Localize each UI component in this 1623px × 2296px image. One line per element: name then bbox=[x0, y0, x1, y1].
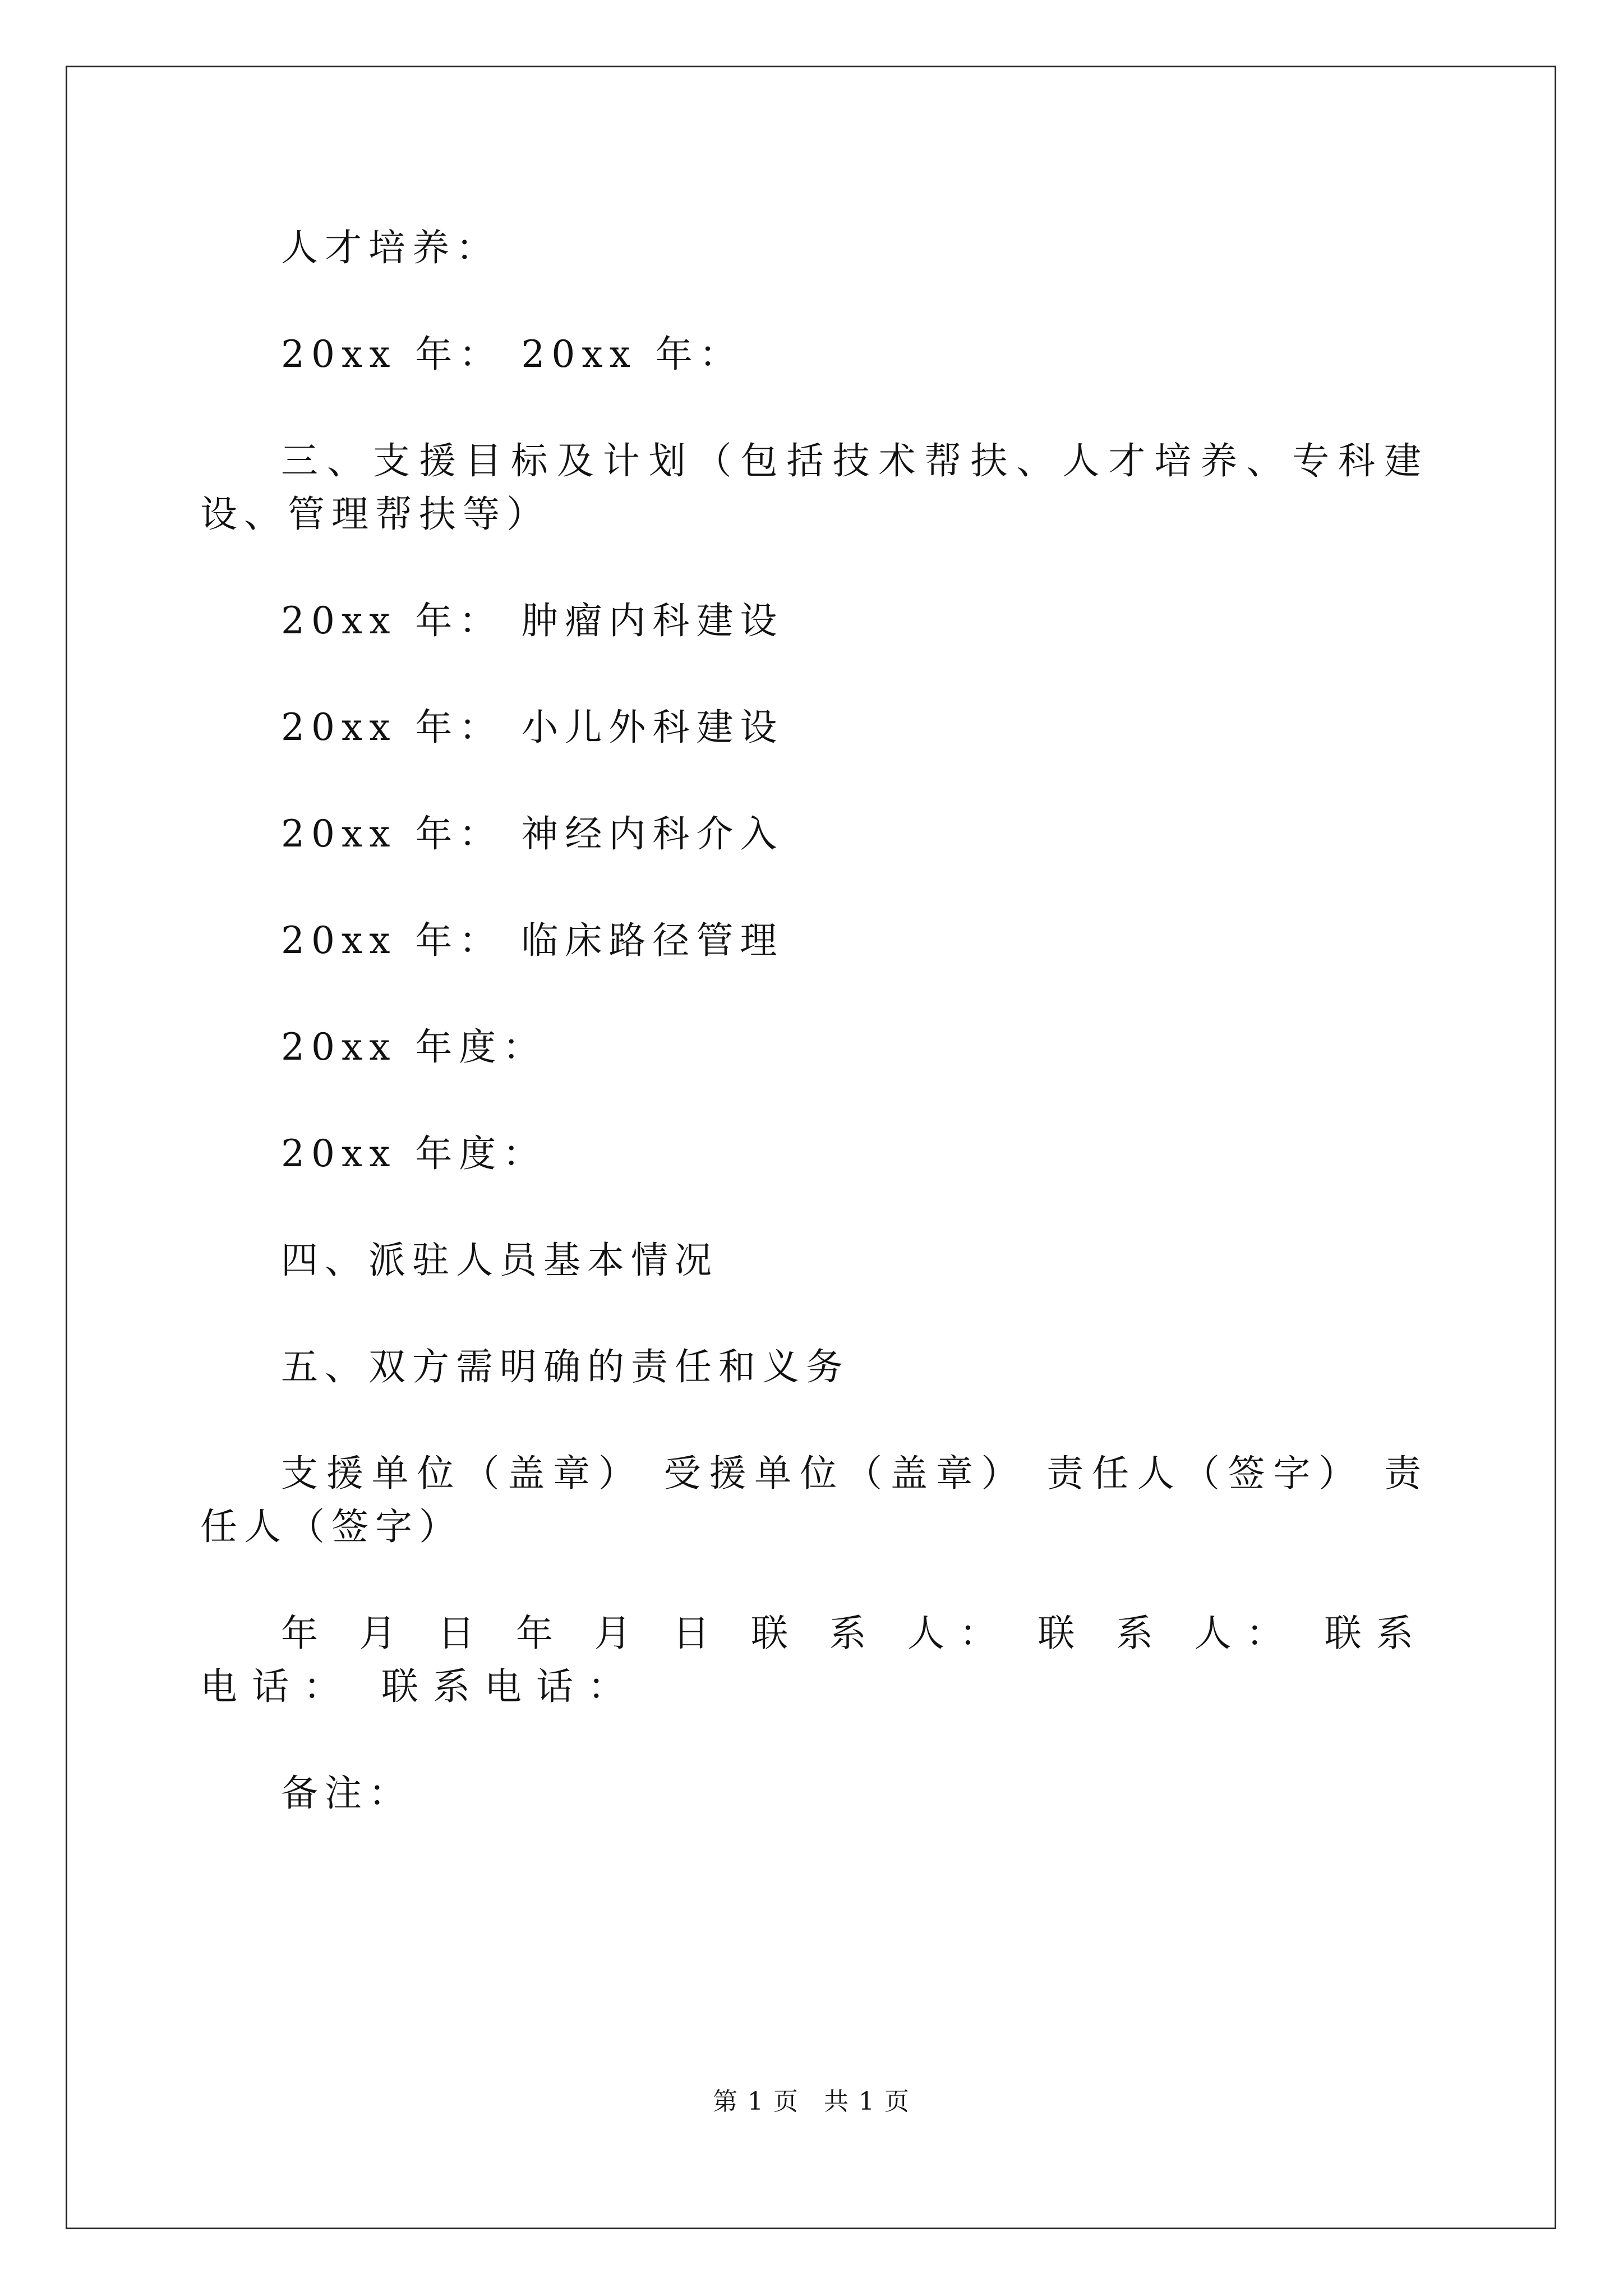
paragraph-years: 20xx 年： 20xx 年： bbox=[281, 333, 743, 376]
page-number-total: 共 1 页 bbox=[824, 2087, 910, 2116]
paragraph-annual-2: 20xx 年度： bbox=[281, 1132, 547, 1175]
paragraph-contacts: 年 月 日 年 月 日 联 系 人： 联 系 人： 联系电话： 联系电话： bbox=[200, 1612, 1428, 1708]
page-number-current: 第 1 页 bbox=[713, 2087, 799, 2116]
paragraph-pediatric-surgery: 20xx 年： 小儿外科建设 bbox=[281, 706, 784, 749]
paragraph-section-five: 五、双方需明确的责任和义务 bbox=[281, 1345, 850, 1388]
paragraph-signatures: 支援单位（盖章） 受援单位（盖章） 责任人（签字） 责任人（签字） bbox=[200, 1452, 1428, 1548]
paragraph-oncology: 20xx 年： 肿瘤内科建设 bbox=[281, 599, 784, 642]
paragraph-annual-1: 20xx 年度： bbox=[281, 1025, 547, 1069]
paragraph-neurology: 20xx 年： 神经内科介入 bbox=[281, 812, 784, 855]
page-footer bbox=[0, 2081, 1623, 2117]
paragraph-section-three: 三、支援目标及计划（包括技术帮扶、人才培养、专科建设、管理帮扶等） bbox=[200, 439, 1428, 536]
paragraph-section-four: 四、派驻人员基本情况 bbox=[281, 1239, 718, 1282]
document-body bbox=[200, 221, 1428, 1873]
paragraph-talent-training: 人才培养： bbox=[281, 226, 500, 269]
paragraph-remarks: 备注： bbox=[281, 1772, 412, 1815]
paragraph-clinical-pathway: 20xx 年： 临床路径管理 bbox=[281, 919, 784, 962]
